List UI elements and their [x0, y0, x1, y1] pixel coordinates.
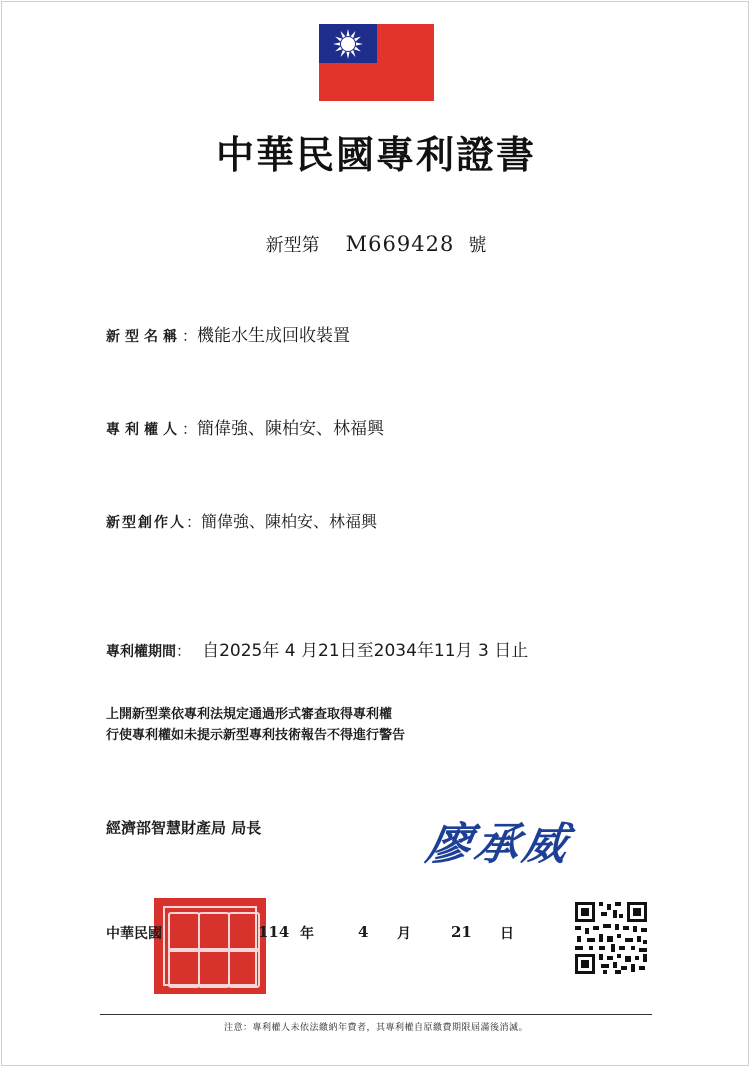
term-day-char: 日 [339, 641, 357, 661]
date-year-value: 114 [258, 923, 290, 941]
date-year [258, 923, 289, 941]
field-creator: 新型創作人：簡偉強、陳柏安、林福興 [106, 512, 378, 531]
field-model-name-label: 新型名稱 [106, 329, 182, 345]
term-end-day: 3 [477, 641, 489, 661]
date-year-char: 年 [300, 926, 314, 942]
seal-glyph-5 [198, 948, 230, 988]
patent-number-suffix: 號 [468, 235, 487, 256]
patent-number-prefix: 新型第 [265, 235, 320, 256]
seal-glyph-1 [168, 912, 200, 952]
qr-code [573, 900, 649, 976]
field-model-name: 新型名稱：機能水生成回收裝置 [106, 326, 351, 346]
seal-glyph-3 [228, 912, 260, 952]
field-creator-value: 簡偉強、陳柏安、林福興 [201, 512, 378, 531]
director-signature: 廖承威 [422, 819, 576, 870]
term-month-char: 月 [301, 641, 319, 661]
patent-term-value [202, 641, 528, 661]
footer-note: 注意：專利權人未依法繳納年費者，其專利權自原繳費期限屆滿後消滅。 [223, 1023, 528, 1033]
date-day-value: 21 [451, 923, 472, 941]
date-month-value: 4 [358, 923, 369, 941]
footer-rule [100, 1014, 652, 1015]
date-month [358, 923, 368, 941]
term-end-word: 日止 [494, 641, 529, 661]
notice-line-1: 上開新型業依專利法規定通過形式審查取得專利權 [106, 707, 393, 722]
field-model-name-value: 機能水生成回收裝置 [197, 326, 351, 346]
date-month-char: 月 [397, 926, 411, 942]
field-patentee-value: 簡偉強、陳柏安、林福興 [197, 419, 385, 439]
issuing-office: 經濟部智慧財產局 局長 [106, 819, 262, 837]
term-from-word: 自 [202, 641, 220, 661]
term-start-day: 21 [318, 641, 340, 661]
term-start-month: 4 [284, 641, 296, 661]
date-era: 中華民國 [106, 926, 162, 942]
date-day [451, 923, 472, 941]
flag-canton [319, 24, 377, 63]
field-creator-label: 新型創作人 [106, 515, 186, 531]
seal-glyph-6 [228, 948, 260, 988]
term-end-month: 11 [433, 641, 456, 661]
patent-number [0, 231, 752, 257]
seal-glyph-4 [168, 948, 200, 988]
date-day-char: 日 [500, 926, 514, 942]
patent-term: 專利權期間： 自2025年 4 月21日至2034年11月 3 日止 [106, 641, 529, 661]
white-sun-icon [332, 28, 364, 60]
term-start-year: 2025 [219, 641, 263, 661]
field-patentee: 專利權人：簡偉強、陳柏安、林福興 [106, 419, 385, 439]
term-month-char-2: 月 [455, 641, 473, 661]
notice-line-2: 行使專利權如未提示新型專利技術報告不得進行警告 [106, 728, 406, 743]
term-year-char-2: 年 [416, 641, 434, 661]
official-seal [154, 898, 266, 994]
patent-number-value: M669428 [345, 232, 455, 256]
term-year-char: 年 [262, 641, 280, 661]
qr-code-icon [573, 900, 649, 976]
term-end-year: 2034 [373, 641, 417, 661]
patent-term-label: 專利權期間 [106, 644, 176, 660]
field-patentee-label: 專利權人 [106, 422, 182, 438]
seal-glyph-2 [198, 912, 230, 952]
term-to-word: 至 [356, 641, 374, 661]
certificate-title: 中華民國專利證書 [215, 132, 536, 177]
roc-flag [319, 24, 434, 101]
